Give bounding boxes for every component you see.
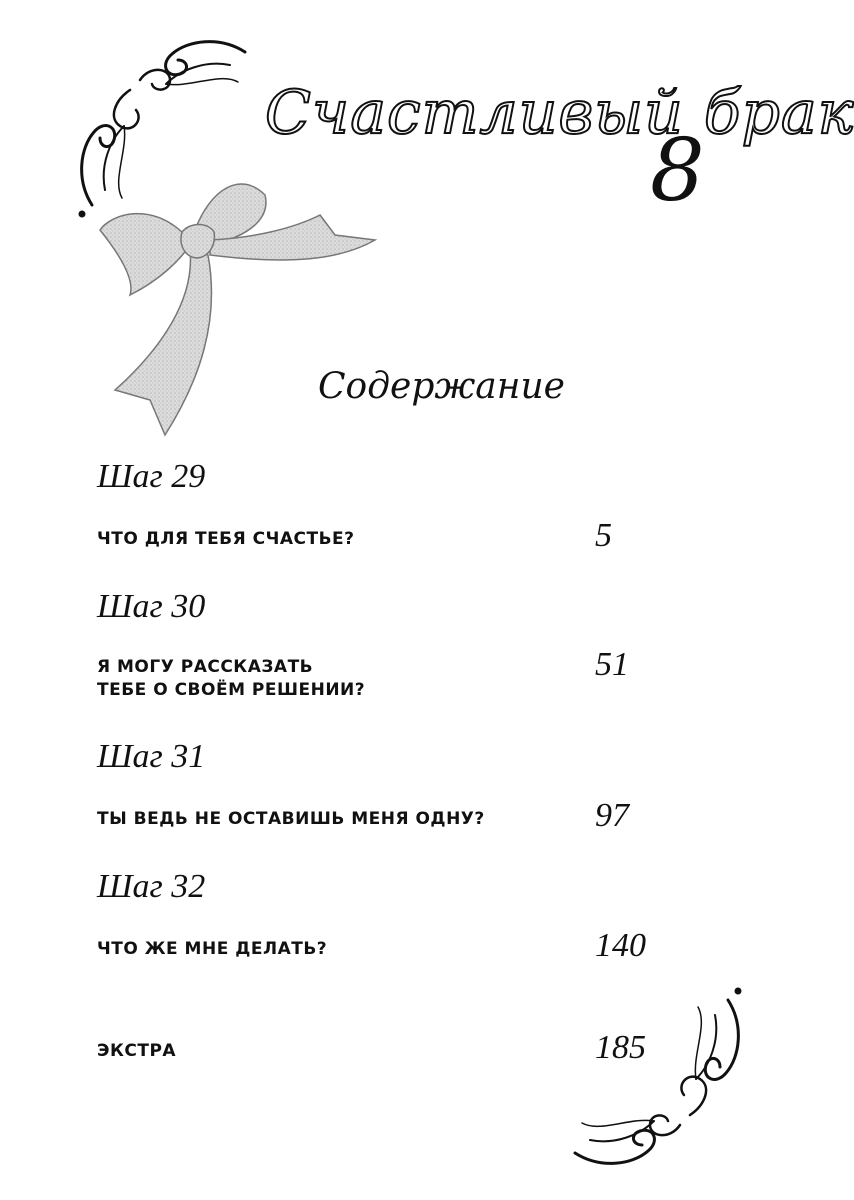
chapter-page-number: 51 [595,646,629,683]
extra-title[interactable]: ЭКСТРА [97,1041,177,1061]
chapter-step-label: Шаг 31 [97,738,206,775]
chapter-title[interactable]: Я МОГУ РАССКАЗАТЬ ТЕБЕ О СВОЁМ РЕШЕНИИ? [97,657,366,700]
chapter-page-number: 5 [595,517,612,554]
contents-heading: Содержание [318,366,565,407]
chapter-title[interactable]: ТЫ ВЕДЬ НЕ ОСТАВИШЬ МЕНЯ ОДНУ? [97,809,485,829]
chapter-title[interactable]: ЧТО ЖЕ МНЕ ДЕЛАТЬ? [97,939,328,959]
chapter-step-label: Шаг 30 [97,588,206,625]
chapter-page-number: 140 [595,927,646,964]
chapter-step-label: Шаг 29 [97,458,206,495]
corner-flourish-icon [560,985,750,1175]
chapter-title[interactable]: ЧТО ДЛЯ ТЕБЯ СЧАСТЬЕ? [97,529,355,549]
chapter-step-label: Шаг 32 [97,868,206,905]
book-title: Счастливый брак [265,78,854,148]
chapter-page-number: 97 [595,797,629,834]
extra-page-number: 185 [595,1029,646,1066]
volume-number: 8 [650,121,705,221]
